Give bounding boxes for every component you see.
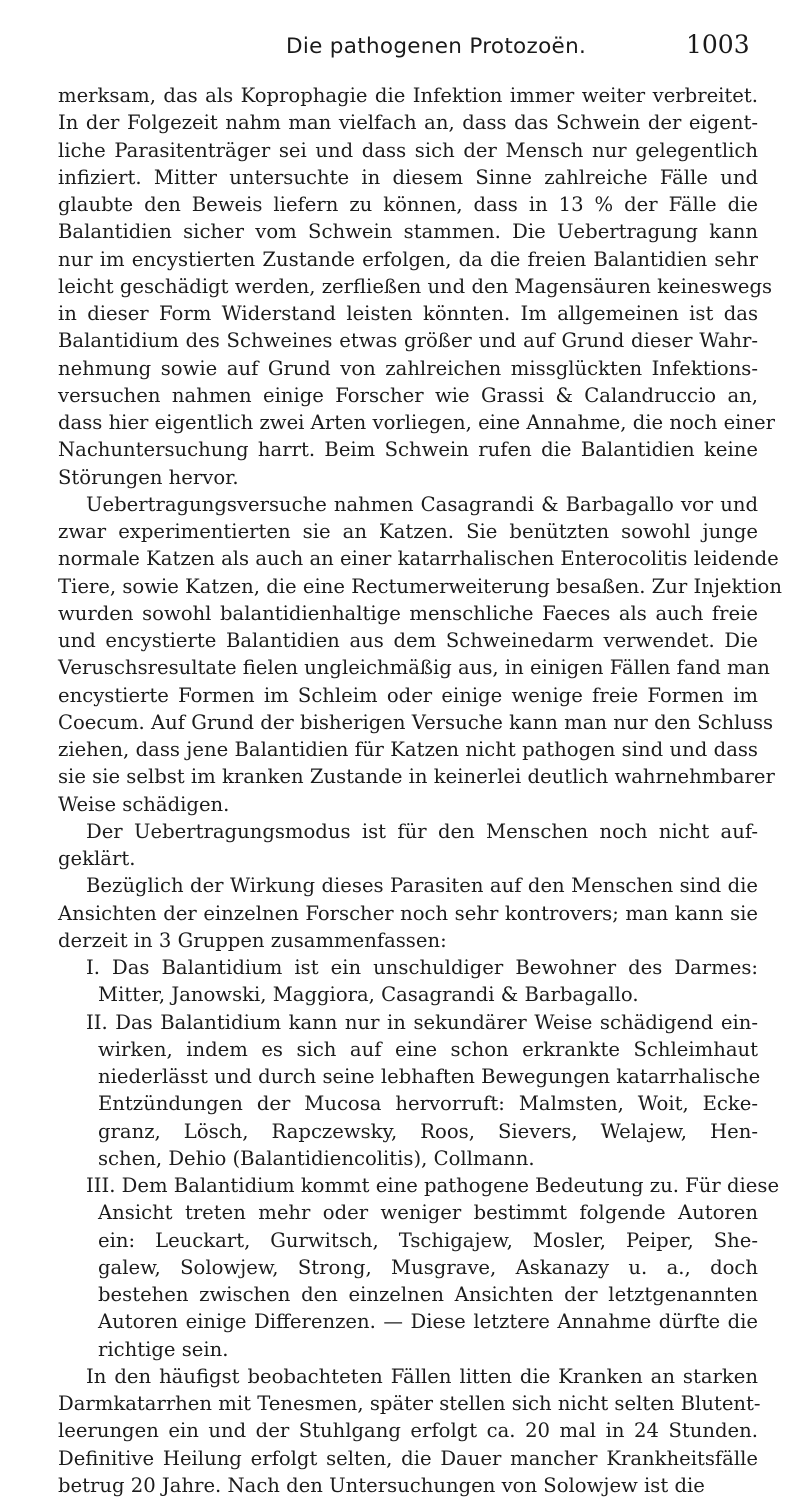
text-line: normale Katzen als auch an einer katarrhalischen Enterocolitis leidende bbox=[58, 547, 779, 571]
text-line: nehmung sowie auf Grund von zahlreichen missglückten Infektions- bbox=[58, 356, 758, 380]
list-item-continuation: granz, Lösch, Rapczewsky, Roos, Sievers, Welajew, Hen- bbox=[98, 1119, 758, 1143]
list-item-continuation: wirken, indem es sich auf eine schon erkrankte Schleimhaut bbox=[98, 1037, 758, 1061]
text-line: sie sie selbst im kranken Zustande in keinerlei deutlich wahrnehmbarer bbox=[58, 765, 775, 789]
text-line: Darmkatarrhen mit Tenesmen, später stellen sich nicht selten Blutent- bbox=[58, 1392, 761, 1415]
page-number: 1003 bbox=[686, 30, 750, 59]
list-item-continuation: Entzündungen der Mucosa hervorruft: Malmsten, Woit, Ecke- bbox=[98, 1092, 758, 1116]
text-line: Nachuntersuchung harrt. Beim Schwein rufen die Balantidien keine bbox=[58, 438, 758, 462]
list-item-continuation: ein: Leuckart, Gurwitsch, Tschigajew, Mosler, Peiper, She- bbox=[98, 1228, 758, 1252]
list-item-continuation: schen, Dehio (Balantidiencolitis), Collmann. bbox=[98, 1146, 535, 1170]
text-line: und encystierte Balantidien aus dem Schweinedarm verwendet. Die bbox=[58, 629, 758, 652]
text-line: Der Uebertragungsmodus ist für den Menschen noch nicht auf- bbox=[86, 819, 758, 843]
text-line: derzeit in 3 Gruppen zusammenfassen: bbox=[58, 928, 447, 952]
text-line: leicht geschädigt werden, zerfließen und den Magensäuren keineswegs bbox=[58, 274, 773, 298]
text-line: ziehen, dass jene Balantidien für Katzen nicht pathogen sind und dass bbox=[58, 738, 758, 761]
text-line: leerungen ein und der Stuhlgang erfolgt ca. 20 mal in 24 Stunden. bbox=[58, 1419, 758, 1443]
text-line: merksam, das als Koprophagie die Infektion immer weiter verbreitet. bbox=[58, 84, 758, 107]
text-line: In den häufigst beobachteten Fällen litten die Kranken an starken bbox=[86, 1364, 758, 1388]
text-line: Ansichten der einzelnen Forscher noch sehr kontrovers; man kann sie bbox=[58, 901, 758, 925]
list-item-continuation: niederlässt und durch seine lebhaften Bewegungen katarrhalische bbox=[98, 1065, 761, 1088]
text-line: Bezüglich der Wirkung dieses Parasiten auf den Menschen sind die bbox=[86, 874, 758, 898]
list-item-continuation: Mitter, Janowski, Maggiora, Casagrandi & Barbagallo. bbox=[98, 983, 639, 1007]
text-line: nur im encystierten Zustande erfolgen, da die freien Balantidien sehr bbox=[58, 247, 758, 271]
text-line: Definitive Heilung erfolgt selten, die Dauer mancher Krankheitsfälle bbox=[58, 1446, 758, 1470]
text-line: Störungen hervor. bbox=[58, 465, 239, 489]
list-item-continuation: richtige sein. bbox=[98, 1337, 229, 1361]
page-header bbox=[0, 26, 801, 62]
list-item: III. Dem Balantidium kommt eine pathogene Bedeutung zu. Für diese bbox=[86, 1174, 780, 1197]
text-line: betrug 20 Jahre. Nach den Untersuchungen von Solowjew ist die bbox=[58, 1473, 705, 1497]
text-line: liche Parasitenträger sei und dass sich der Mensch nur gelegentlich bbox=[58, 138, 758, 162]
text-line: Veruschsresultate fielen ungleichmäßig aus, in einigen Fällen fand man bbox=[58, 656, 770, 680]
text-line: Weise schädigen. bbox=[58, 792, 230, 816]
text-line: encystierte Formen im Schleim oder einige wenige freie Formen im bbox=[58, 683, 758, 707]
list-item: I. Das Balantidium ist ein unschuldiger Bewohner des Darmes: bbox=[86, 956, 758, 979]
list-item-continuation: bestehen zwischen den einzelnen Ansichten der letztgenannten bbox=[98, 1283, 758, 1306]
list-item-continuation: galew, Solowjew, Strong, Musgrave, Askanazy u. a., doch bbox=[98, 1255, 758, 1279]
running-title: Die pathogenen Protozoën. bbox=[286, 34, 587, 59]
text-line: Uebertragungsversuche nahmen Casagrandi & Barbagallo vor und bbox=[86, 492, 758, 516]
text-line: zwar experimentierten sie an Katzen. Sie benützten sowohl junge bbox=[58, 520, 758, 543]
body-text bbox=[58, 82, 782, 1499]
text-line: In der Folgezeit nahm man vielfach an, dass das Schwein der eigent- bbox=[58, 111, 758, 135]
list-item: II. Das Balantidium kann nur in sekundärer Weise schädigend ein- bbox=[86, 1010, 758, 1034]
text-line: dass hier eigentlich zwei Arten vorliegen, eine Annahme, die noch einer bbox=[58, 411, 776, 434]
text-line: Tiere, sowie Katzen, die eine Rectumerweiterung besaßen. Zur Injektion bbox=[58, 574, 782, 598]
text-line: Balantidium des Schweines etwas größer und auf Grund dieser Wahr- bbox=[58, 329, 758, 353]
text-line: Coecum. Auf Grund der bisherigen Versuche kann man nur den Schluss bbox=[58, 710, 774, 734]
text-line: wurden sowohl balantidienhaltige menschliche Faeces als auch freie bbox=[58, 601, 758, 625]
text-line: geklärt. bbox=[58, 847, 136, 870]
text-line: infiziert. Mitter untersuchte in diesem Sinne zahlreiche Fälle und bbox=[58, 165, 758, 189]
text-line: Balantidien sicher vom Schwein stammen. Die Uebertragung kann bbox=[58, 220, 758, 244]
text-line: in dieser Form Widerstand leisten könnten. Im allgemeinen ist das bbox=[58, 302, 758, 325]
list-item-continuation: Autoren einige Differenzen. — Diese letztere Annahme dürfte die bbox=[98, 1310, 758, 1334]
text-line: versuchen nahmen einige Forscher wie Grassi & Calandruccio an, bbox=[58, 383, 758, 407]
text-line: glaubte den Beweis liefern zu können, dass in 13 % der Fälle die bbox=[58, 193, 758, 216]
list-item-continuation: Ansicht treten mehr oder weniger bestimmt folgende Autoren bbox=[98, 1201, 758, 1225]
